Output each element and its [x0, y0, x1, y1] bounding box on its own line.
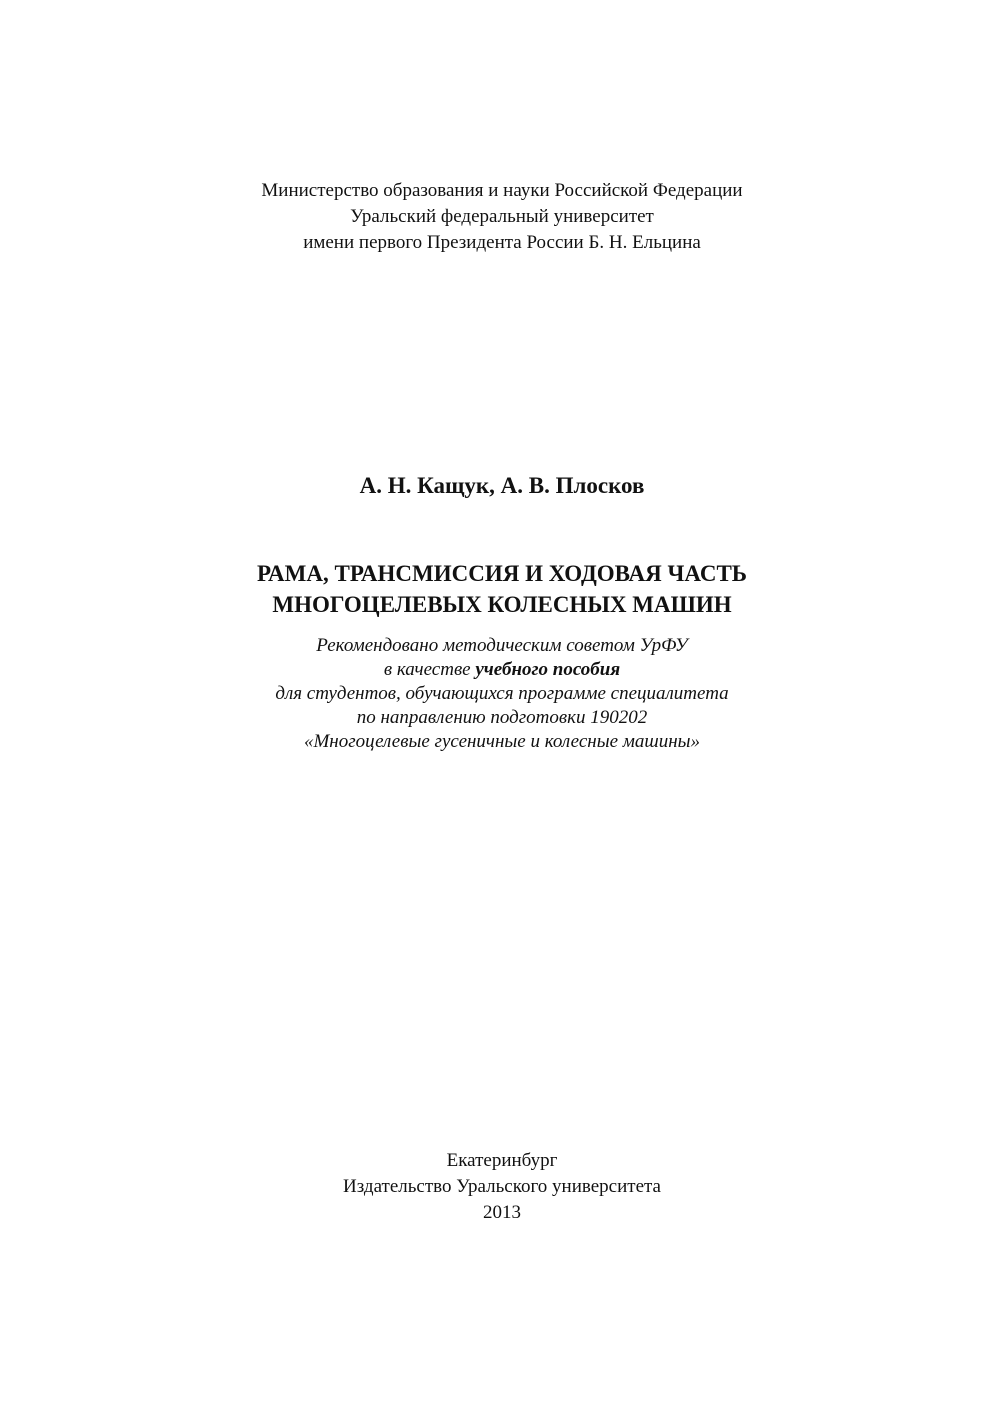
imprint-year: 2013 [483, 1202, 521, 1223]
recommendation-line-5: «Многоцелевые гусеничные и колесные машины» [303, 731, 701, 752]
imprint [0, 1148, 1004, 1226]
book-title-line-2: МНОГОЦЕЛЕВЫХ КОЛЕСНЫХ МАШИН [272, 592, 732, 617]
institution-header [0, 178, 1004, 256]
recommendation-line-3: для студентов, обучающихся программе специалитета [275, 683, 729, 704]
book-title [0, 558, 1004, 620]
book-title-line-1: РАМА, ТРАНСМИССИЯ И ХОДОВАЯ ЧАСТЬ [256, 561, 748, 586]
university-name: Уральский федеральный университет [350, 206, 654, 227]
authors [0, 471, 1004, 501]
imprint-publisher: Издательство Уральского университета [343, 1176, 661, 1197]
imprint-city: Екатеринбург [446, 1150, 558, 1171]
recommendation-note [0, 634, 1004, 754]
recommendation-line-4: по направлению подготовки 190202 [356, 707, 648, 728]
ministry-name: Министерство образования и науки Российской Федерации [261, 180, 743, 201]
recommendation-line-2 [0, 658, 1004, 682]
university-named-after: имени первого Президента России Б. Н. Ельцина [303, 232, 701, 253]
recommendation-line-2-prefix: в качестве [383, 659, 476, 680]
authors-names: А. Н. Кащук, А. В. Плосков [359, 473, 645, 498]
recommendation-emphasis: учебного пособия [475, 659, 621, 680]
recommendation-line-1: Рекомендовано методическим советом УрФУ [316, 635, 688, 656]
